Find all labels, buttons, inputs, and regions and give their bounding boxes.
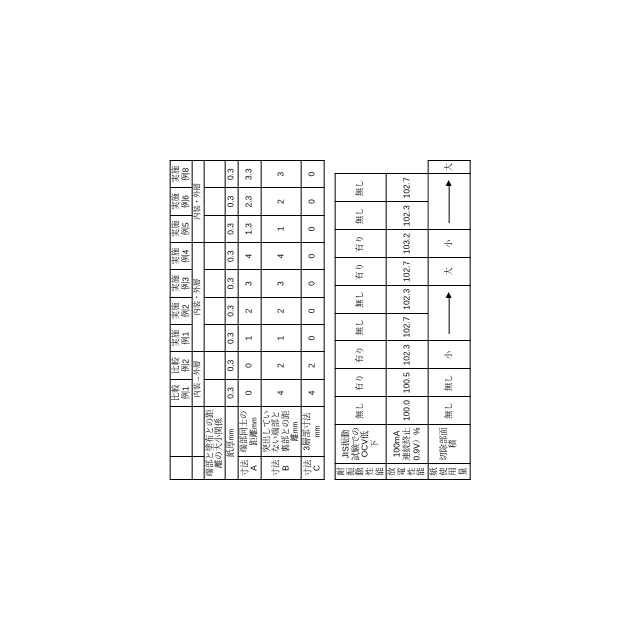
table-row (225, 161, 238, 480)
cell-r4-c4: 0 (302, 270, 325, 297)
cell-r1-c3: 0.3 (225, 297, 238, 324)
row-label-text: 3層部寸法 (302, 412, 313, 451)
col-header-2: 実施例1 (170, 325, 192, 352)
cell-p1-c8: 102.7 (387, 174, 429, 202)
cell-r3-c4: 3 (261, 270, 301, 297)
cell-p2-large-left: 大 (428, 257, 470, 285)
cell-p2-c0: 無し (428, 397, 470, 425)
cell-r4-c8: 0 (302, 161, 325, 188)
cell-r4-c5: 0 (302, 243, 325, 270)
row-label-three-layer (302, 407, 325, 457)
cell-r3-c7: 2 (261, 188, 301, 215)
cell-p1-c5: 102.7 (387, 257, 429, 285)
subheader-spacer-1 (192, 457, 204, 480)
cell-p0-c6: 有り (335, 230, 386, 258)
row-label-cut-area: 切除部面積 (428, 424, 470, 463)
cell-r2-c5: 4 (239, 243, 262, 270)
row-group-dimension-b: 寸法B (261, 457, 301, 480)
cell-p2-small-right: 小 (428, 230, 470, 258)
cell-r3-c3: 2 (261, 297, 301, 324)
table-row (335, 161, 386, 480)
col-header-1: 比較例2 (170, 352, 192, 379)
table-row (261, 161, 301, 480)
cell-p1-c0: 100.0 (387, 397, 429, 425)
row-label-discharge-test: 100mA連続終止0.9V）% (387, 424, 429, 463)
cell-r0-c7 (204, 188, 225, 215)
cell-r3-c2: 1 (261, 325, 301, 352)
col-header-0: 比較例1 (170, 379, 192, 406)
cell-p0-c0: 無し (335, 397, 386, 425)
col-header-3: 実施例2 (170, 297, 192, 324)
table-row (387, 161, 429, 480)
col-header-6: 実施例5 (170, 215, 192, 242)
cell-r0-c4 (204, 270, 225, 297)
table-gap (325, 160, 335, 480)
row-group-vibration: 耐振動性能 (335, 464, 386, 480)
cell-p1-c2: 102.3 (387, 341, 429, 369)
cell-p2-small-left: 小 (428, 341, 470, 369)
row-group-paper-usage: 紙使用量 (428, 464, 470, 480)
row-label-text: 突出していない端部と裏部との距離 (261, 410, 300, 453)
cell-p0-c1: 有り (335, 369, 386, 397)
cell-r4-c2: 0 (302, 325, 325, 352)
row-unit: mm (251, 417, 259, 430)
cell-r2-c2: 1 (239, 325, 262, 352)
trend-arrow-icon (445, 176, 454, 227)
row-unit: mm (314, 425, 322, 438)
table-row (239, 161, 262, 480)
cell-r2-c1: 0 (239, 352, 262, 379)
header-spacer-1 (170, 457, 192, 480)
cell-r4-c0: 4 (302, 379, 325, 406)
cell-r0-c2 (204, 325, 225, 352)
cell-r2-c8: 3.3 (239, 161, 262, 188)
subheader-group-2: 内装・外層 (192, 243, 204, 352)
subheader-spacer-2 (192, 407, 204, 457)
table-subheader-row (192, 161, 204, 480)
row-group-discharge: 放電性能 (387, 464, 429, 480)
cell-p0-c3: 無し (335, 313, 386, 341)
cell-r2-c7: 2.3 (239, 188, 262, 215)
cell-p0-c8: 無し (335, 174, 386, 202)
cell-p0-c7: 無し (335, 202, 386, 230)
cell-r0-c1 (204, 352, 225, 379)
cell-r1-c8: 0.3 (225, 161, 238, 188)
row-label-ocv-drop: JIS振動試験でのOCV低下 (335, 424, 386, 463)
cell-r3-c6: 1 (261, 215, 301, 242)
cell-r1-c4: 0.3 (225, 270, 238, 297)
row-group-dimension-c: 寸法C (302, 457, 325, 480)
cell-p2-arrow-left (428, 285, 470, 341)
cell-r3-c0: 4 (261, 379, 301, 406)
col-header-8: 実施例8 (170, 161, 192, 188)
subheader-group-3: 内装・外層 (192, 161, 204, 243)
cell-r3-c1: 2 (261, 352, 301, 379)
cell-r1-c7: 0.3 (225, 188, 238, 215)
cell-p2-large-right: 大 (428, 161, 470, 174)
table-row (204, 161, 225, 480)
cell-r4-c7: 0 (302, 188, 325, 215)
row-label-paper-thickness (225, 407, 238, 480)
specification-table (170, 160, 325, 480)
cell-r0-c3 (204, 297, 225, 324)
row-label-nonprotruding-distance (261, 407, 301, 457)
cell-r4-c3: 0 (302, 297, 325, 324)
row-label-edge-distance (239, 407, 262, 457)
col-header-5: 実施例4 (170, 243, 192, 270)
cell-p0-c4: 無し (335, 285, 386, 313)
cell-p1-c7: 102.3 (387, 202, 429, 230)
cell-p1-c3: 102.7 (387, 313, 429, 341)
cell-r4-c1: 2 (302, 352, 325, 379)
cell-r2-c6: 1.3 (239, 215, 262, 242)
cell-r2-c4: 3 (239, 270, 262, 297)
cell-p2-arrow-right (428, 174, 470, 230)
cell-p0-c5: 有り (335, 257, 386, 285)
row-label-text: 紙厚 (225, 440, 236, 458)
cell-r1-c2: 0.3 (225, 325, 238, 352)
cell-r1-c6: 0.3 (225, 215, 238, 242)
cell-p0-c2: 有り (335, 341, 386, 369)
row-label-distance-relation: 端部と塗布との距離の大小関係 (204, 407, 225, 480)
row-label-text: 端部同士の距離 (239, 410, 259, 453)
cell-p1-c4: 102.3 (387, 285, 429, 313)
rotated-table-wrapper (170, 160, 471, 480)
cell-p1-c6: 103.2 (387, 230, 429, 258)
col-header-4: 実施例3 (170, 270, 192, 297)
cell-r0-c5 (204, 243, 225, 270)
cell-r0-c6 (204, 215, 225, 242)
cell-r1-c1: 0.3 (225, 352, 238, 379)
cell-r0-c8 (204, 161, 225, 188)
performance-table (335, 160, 471, 480)
trend-arrow-icon (445, 288, 454, 339)
cell-r1-c0: 0.3 (225, 379, 238, 406)
table-row (302, 161, 325, 480)
table-row (428, 161, 470, 480)
row-group-dimension-a: 寸法A (239, 457, 262, 480)
cell-r2-c3: 2 (239, 297, 262, 324)
cell-r2-c0: 0 (239, 379, 262, 406)
cell-r3-c8: 3 (261, 161, 301, 188)
cell-r4-c6: 0 (302, 215, 325, 242)
cell-r3-c5: 4 (261, 243, 301, 270)
cell-r1-c5: 0.3 (225, 243, 238, 270)
cell-p2-c1: 無し (428, 369, 470, 397)
subheader-group-1: 内装→外層 (192, 352, 204, 407)
col-header-7: 実施例6 (170, 188, 192, 215)
row-unit: mm (228, 428, 236, 441)
table-header-row (170, 161, 192, 480)
row-unit: mm (292, 421, 300, 434)
cell-r0-c0 (204, 379, 225, 406)
header-spacer-2 (170, 407, 192, 457)
cell-p1-c1: 100.5 (387, 369, 429, 397)
